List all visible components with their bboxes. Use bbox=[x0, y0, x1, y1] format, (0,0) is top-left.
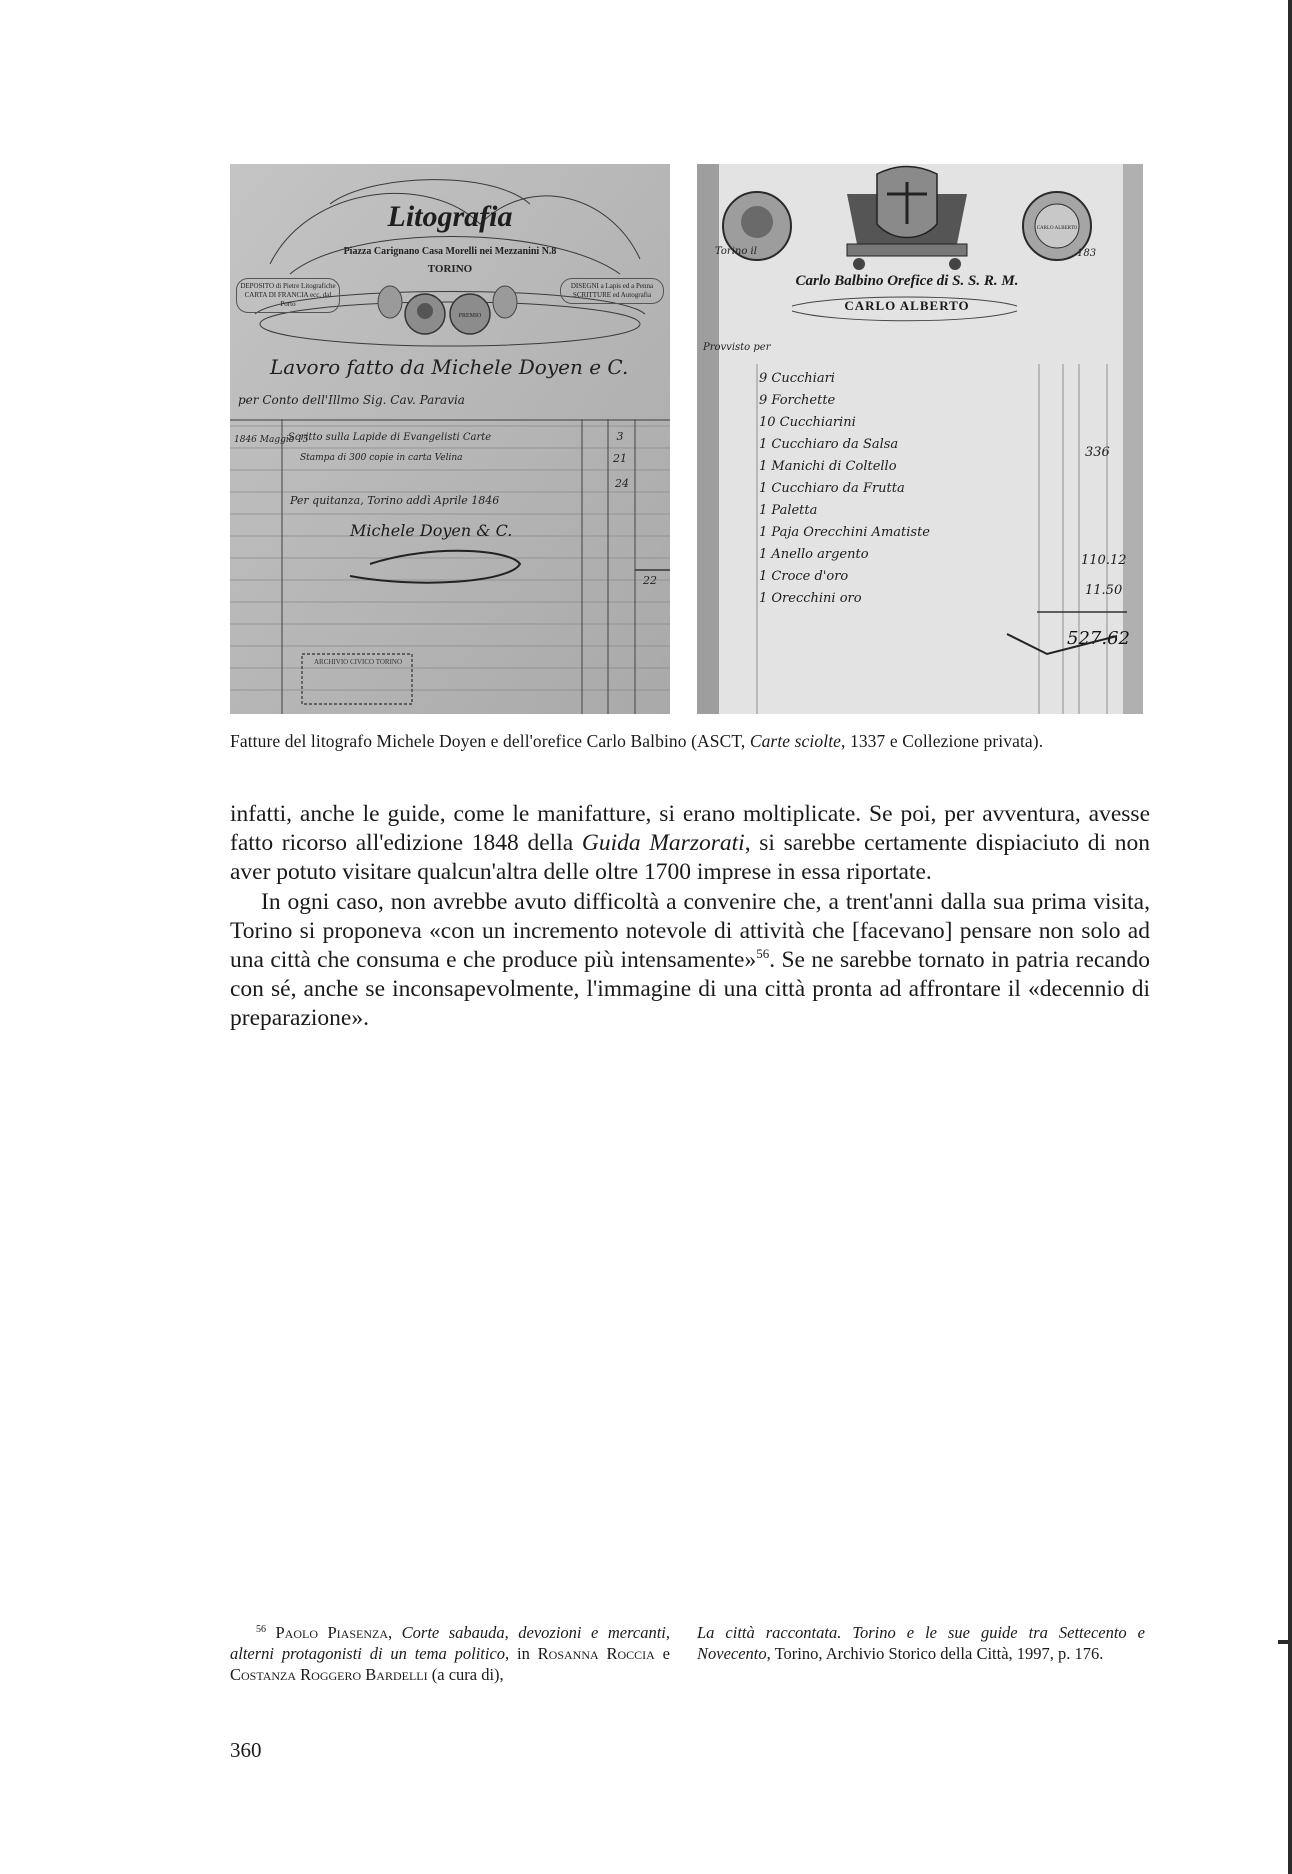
invoice-orefice-amount: 110.12 bbox=[1081, 553, 1127, 568]
invoice-litografia-city: TORINO bbox=[427, 263, 473, 275]
footnote-col-2 bbox=[697, 1622, 1145, 1664]
paragraph-1-text: infatti, anche le guide, come le manifatture, si erano moltiplicate. Se poi, per avventura, avesse fatto ricorso all'edizione 1848 della bbox=[230, 801, 1150, 857]
footnote-title-2: La città raccontata. Torino e le sue guide tra Settecento e Novecento bbox=[697, 1623, 1145, 1663]
invoice-orefice-total: 527.62 bbox=[1067, 628, 1130, 649]
invoice-orefice-king: CARLO ALBERTO bbox=[844, 298, 970, 313]
invoice-orefice-item: 1 Croce d'oro bbox=[759, 569, 849, 584]
invoice-orefice-item: 1 Cucchiaro da Salsa bbox=[759, 437, 899, 452]
invoice-litografia-line1: Lavoro fatto da Michele Doyen e C. bbox=[270, 355, 629, 379]
figure-caption bbox=[230, 730, 1150, 752]
page-edge-mark bbox=[1278, 1640, 1292, 1644]
paragraph-2-text: In ogni caso, non avrebbe avuto difficoltà a convenire che, a trent'anni dalla sua prima visita, Torino si proponeva «con un incremento notevole di attività che [facevano] pensare non solo ad una città che consuma e che produce più intensamente» bbox=[230, 888, 1150, 974]
invoice-litografia-signature: Michele Doyen & C. bbox=[350, 521, 513, 540]
paragraph-1-text-end: , si sarebbe certamente dispiaciuto di non aver potuto visitare qualcun'altra delle oltre 1700 imprese in essa riportate. bbox=[230, 830, 1151, 886]
invoice-litografia-final-amount: 22 bbox=[643, 574, 657, 587]
invoice-orefice-item: 10 Cucchiarini bbox=[759, 415, 856, 430]
footnote-col-1: $^{56}$ Paolo Piasenza, Corte sabauda, devozioni e mercanti, alterni protagonisti di un tema politico, in Rosanna Roccia e Costanza Roggero Bardelli (a cura di), bbox=[230, 1623, 670, 1684]
invoice-litografia-total: 24 bbox=[615, 477, 629, 490]
footnote-connector: , in bbox=[505, 1644, 538, 1663]
invoice-litografia-left-box: DEPOSITO di Pietre Litografiche CARTA DI FRANCIA ecc. dal Porto bbox=[236, 278, 340, 313]
caption-italic: Carte sciolte bbox=[749, 731, 842, 751]
footnote-ref[interactable]: 56 bbox=[756, 946, 770, 962]
page-number: 360 bbox=[230, 1738, 262, 1762]
invoice-litografia-line2: per Conto dell'Illmo Sig. Cav. Paravia bbox=[238, 393, 465, 407]
invoice-litografia-row-date: 1846 Maggio 15 bbox=[234, 435, 309, 445]
invoice-orefice-place: Torino il bbox=[715, 246, 757, 257]
invoice-orefice-item: 1 Paletta bbox=[759, 503, 818, 518]
invoice-litografia-image bbox=[230, 164, 670, 714]
paragraph-2 bbox=[230, 888, 1150, 1034]
invoice-litografia-row-text2: Stampa di 300 copie in carta Velina bbox=[300, 453, 463, 463]
paragraph-1 bbox=[230, 800, 1150, 888]
footnote-author: Paolo Piasenza bbox=[275, 1623, 389, 1642]
invoice-litografia-title: Litografia bbox=[387, 200, 513, 233]
invoice-litografia-amount1: 3 bbox=[616, 430, 624, 443]
invoice-litografia-right-box: DISEGNI a Lapis ed a Penna SCRITTURE ed Autografia bbox=[560, 278, 664, 304]
caption-text-end: , 1337 e Collezione privata). bbox=[841, 731, 1044, 751]
invoice-orefice-amount: 336 bbox=[1085, 445, 1110, 460]
footnote-editor: Rosanna Roccia bbox=[537, 1644, 655, 1663]
paragraph-2-text-end: . Se ne sarebbe tornato in patria recando con sé, anche se inconsapevolmente, l'immagine di una città pronta ad affrontare il «decennio di preparazione». bbox=[230, 947, 1151, 1032]
footnote-ed-note: (a cura di), bbox=[427, 1665, 504, 1684]
invoice-litografia-receipt: Per quitanza, Torino addì Aprile 1846 bbox=[290, 494, 500, 507]
invoice-orefice-item: 9 Cucchiari bbox=[759, 371, 835, 386]
page-edge-shadow bbox=[1288, 0, 1292, 1874]
body-text bbox=[230, 800, 1150, 1034]
invoice-litografia-amount2: 21 bbox=[613, 452, 627, 465]
footnote-editor: Costanza Roggero Bardelli bbox=[230, 1665, 428, 1684]
invoice-orefice-item: 1 Manichi di Coltello bbox=[759, 459, 897, 474]
invoice-orefice-item: 9 Forchette bbox=[759, 393, 836, 408]
invoice-orefice-item: 1 Anello argento bbox=[759, 547, 869, 562]
invoice-orefice-provided: Provvisto per bbox=[703, 342, 771, 353]
invoice-orefice-image bbox=[697, 164, 1143, 714]
invoice-orefice-item: 1 Paja Orecchini Amatiste bbox=[759, 525, 930, 540]
footnote-number: 56 bbox=[256, 1624, 266, 1635]
invoice-orefice-item: 1 Cucchiaro da Frutta bbox=[759, 481, 905, 496]
invoice-litografia-address: Piazza Carignano Casa Morelli nei Mezzanini N.8 bbox=[343, 246, 557, 257]
invoice-orefice-amount: 11.50 bbox=[1085, 583, 1123, 598]
footnote-and: e bbox=[654, 1644, 670, 1663]
medal-right-label: CARLO ALBERTO bbox=[1036, 226, 1078, 231]
medal-premio-label: PREMIO bbox=[458, 313, 482, 319]
invoice-orefice-item: 1 Orecchini oro bbox=[759, 591, 862, 606]
footnote-rest: , Torino, Archivio Storico della Città, 1997, p. 176. bbox=[766, 1644, 1104, 1663]
archive-stamp: ARCHIVIO CIVICO TORINO bbox=[313, 658, 403, 666]
invoice-litografia-row-text1: Scritto sulla Lapide di Evangelisti Carte bbox=[288, 432, 492, 443]
invoice-orefice-merchant: Carlo Balbino Orefice di S. S. R. M. bbox=[795, 273, 1019, 289]
guida-title: Guida Marzorati bbox=[581, 830, 745, 857]
footnote-title: Corte sabauda, devozioni e mercanti, alterni protagonisti di un tema politico bbox=[230, 1623, 670, 1663]
invoice-orefice-year: 183 bbox=[1077, 248, 1097, 259]
caption-text: Fatture del litografo Michele Doyen e dell'orefice Carlo Balbino (ASCT, bbox=[230, 731, 750, 751]
